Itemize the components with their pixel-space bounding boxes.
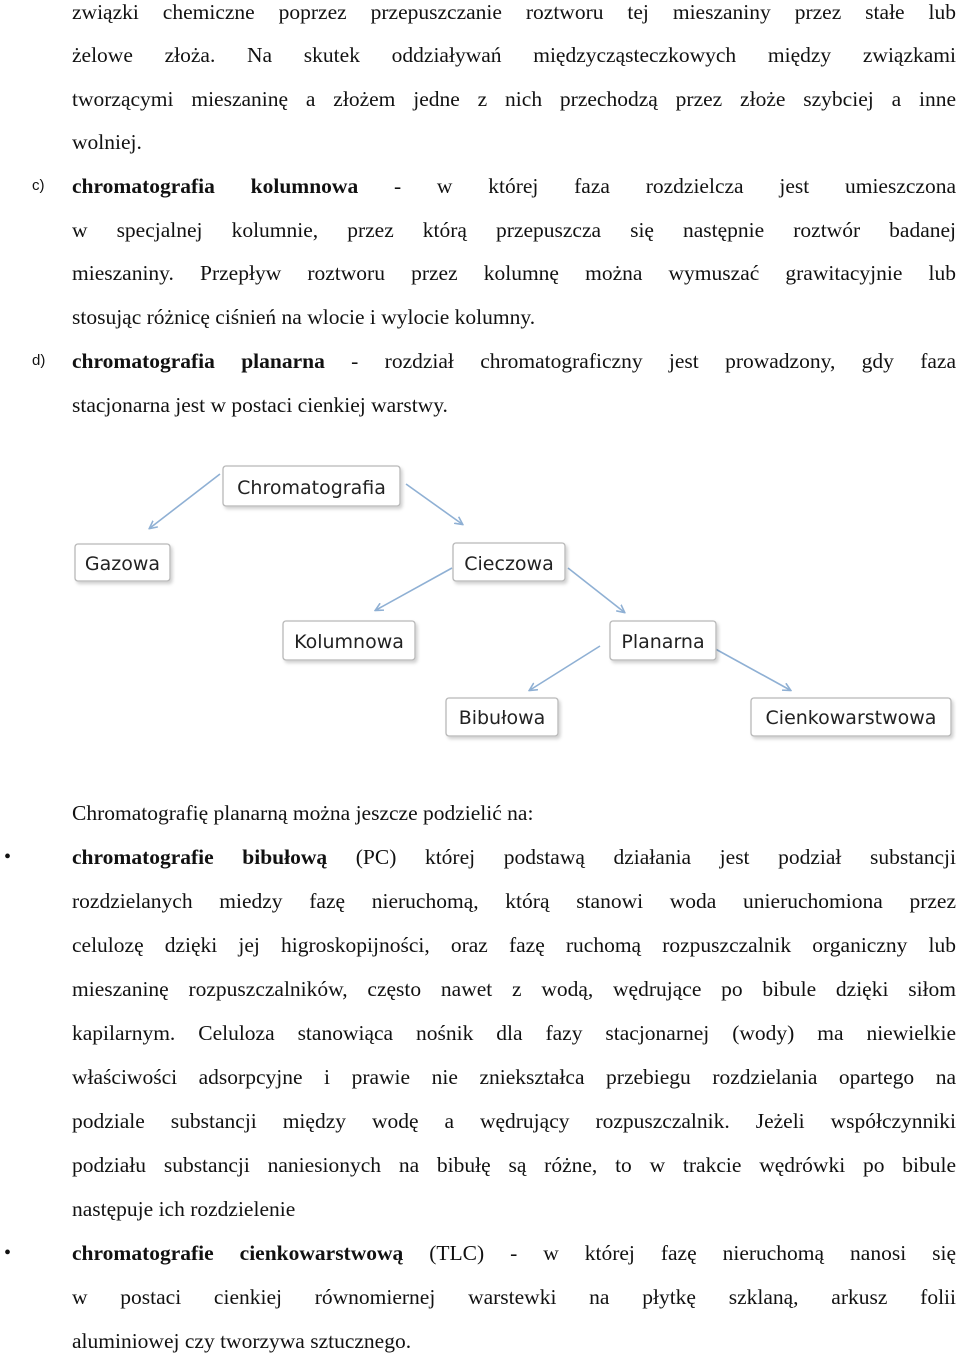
pc-text: której podstawą działania jest podział substancji — [396, 845, 956, 869]
list-marker-d: d) — [32, 352, 46, 369]
bullet: • — [4, 846, 12, 868]
text-line: tworzącymi mieszaninę a złożem jedne z nich przechodzą przez złoże szybciej a inne — [72, 87, 956, 111]
term-pc: chromatografie bibułową — [72, 845, 328, 869]
bullet: • — [4, 1242, 12, 1264]
node-cienkowarstwowa — [751, 698, 951, 736]
node-cieczowa — [453, 543, 565, 581]
text-line: mieszaniny. Przepływ roztworu przez kolumnę można wymuszać grawitacyjnie lub — [72, 261, 956, 285]
item-c-text: - w której faza rozdzielcza jest umieszczona — [358, 174, 957, 198]
text-line: kapilarnym. Celuloza stanowiąca nośnik dla fazy stacjonarnej (wody) ma niewielkie — [72, 1021, 956, 1045]
arrow-root-to-gazowa — [150, 474, 220, 528]
text-line: stosując różnicę ciśnień na wlocie i wylocie kolumny. — [72, 305, 536, 329]
text-line: związki chemiczne poprzez przepuszczanie roztworu tej mieszaniny przez stałe lub — [72, 0, 956, 24]
tlc-text: - w której fazę nieruchomą nanosi się — [484, 1241, 957, 1265]
text-line: następuje ich rozdzielenie — [72, 1197, 296, 1221]
text-line: wolniej. — [72, 130, 142, 154]
node-label: Cienkowarstwowa — [765, 707, 937, 729]
tlc-first-line — [72, 1231, 956, 1275]
node-label: Cieczowa — [464, 553, 554, 575]
text-line: podziału substancji naniesionych na bibułę są różne, to w trakcie wędrówki po bibule — [72, 1153, 956, 1177]
node-label: Bibułowa — [458, 707, 546, 729]
text-line: w specjalnej kolumnie, przez którą przepuszcza się następnie roztwór badanej — [72, 218, 956, 242]
abbr-tlc: (TLC) — [429, 1241, 485, 1265]
arrow-cieczowa-to-kolumnowa — [376, 568, 452, 610]
text-line: rozdzielanych miedzy fazę nieruchomą, którą stanowi woda unieruchomiona przez — [72, 889, 956, 913]
item-d-text: - rozdział chromatograficzny jest prowadzony, gdy faza — [324, 349, 956, 373]
node-planarna — [610, 621, 716, 660]
text-line: w postaci cienkiej równomiernej warstewki na płytkę szklaną, arkusz folii — [72, 1285, 956, 1309]
term-tlc: chromatografie cienkowarstwową — [72, 1241, 404, 1265]
term-kolumnowa: chromatografia kolumnowa — [72, 174, 359, 198]
node-label: Planarna — [621, 631, 705, 653]
arrow-planarna-to-bibulowa — [530, 646, 600, 690]
pc-first-line — [72, 835, 956, 879]
list-marker-c: c) — [32, 177, 45, 194]
abbr-pc: (PC) — [355, 845, 397, 869]
node-kolumnowa — [283, 621, 415, 660]
text-line: stacjonarna jest w postaci cienkiej warstwy. — [72, 393, 448, 417]
text-line: podziale substancji między wodę a wędrujący rozpuszczalnik. Jeżeli współczynniki — [72, 1109, 956, 1133]
node-label: Chromatografia — [237, 477, 386, 499]
node-chromatografia — [223, 466, 400, 506]
intro-line: Chromatografię planarną można jeszcze podzielić na: — [72, 801, 534, 825]
node-bibulowa — [446, 698, 558, 736]
node-label: Kolumnowa — [294, 631, 404, 653]
node-gazowa — [75, 544, 170, 581]
term-planarna: chromatografia planarna — [72, 349, 325, 373]
node-label: Gazowa — [84, 553, 161, 575]
arrow-planarna-to-cienkowarstwowa — [710, 646, 790, 690]
text-line: celulozę dzięki jej higroskopijności, oraz fazę ruchomą rozpuszczalnik organiczny lub — [72, 933, 956, 957]
text-line: mieszaninę rozpuszczalników, często nawet z wodą, wędrujące po bibule dzięki siłom — [72, 977, 956, 1001]
text-line: żelowe złoża. Na skutek oddziaływań międzycząsteczkowych między związkami — [72, 43, 956, 67]
text-line: właściwości adsorpcyjne i prawie nie zniekształca przebiegu rozdzielania opartego na — [72, 1065, 956, 1089]
arrow-root-to-cieczowa — [406, 484, 462, 524]
text-line: aluminiowej czy tworzywa sztucznego. — [72, 1329, 412, 1353]
arrow-cieczowa-to-planarna — [568, 568, 624, 612]
